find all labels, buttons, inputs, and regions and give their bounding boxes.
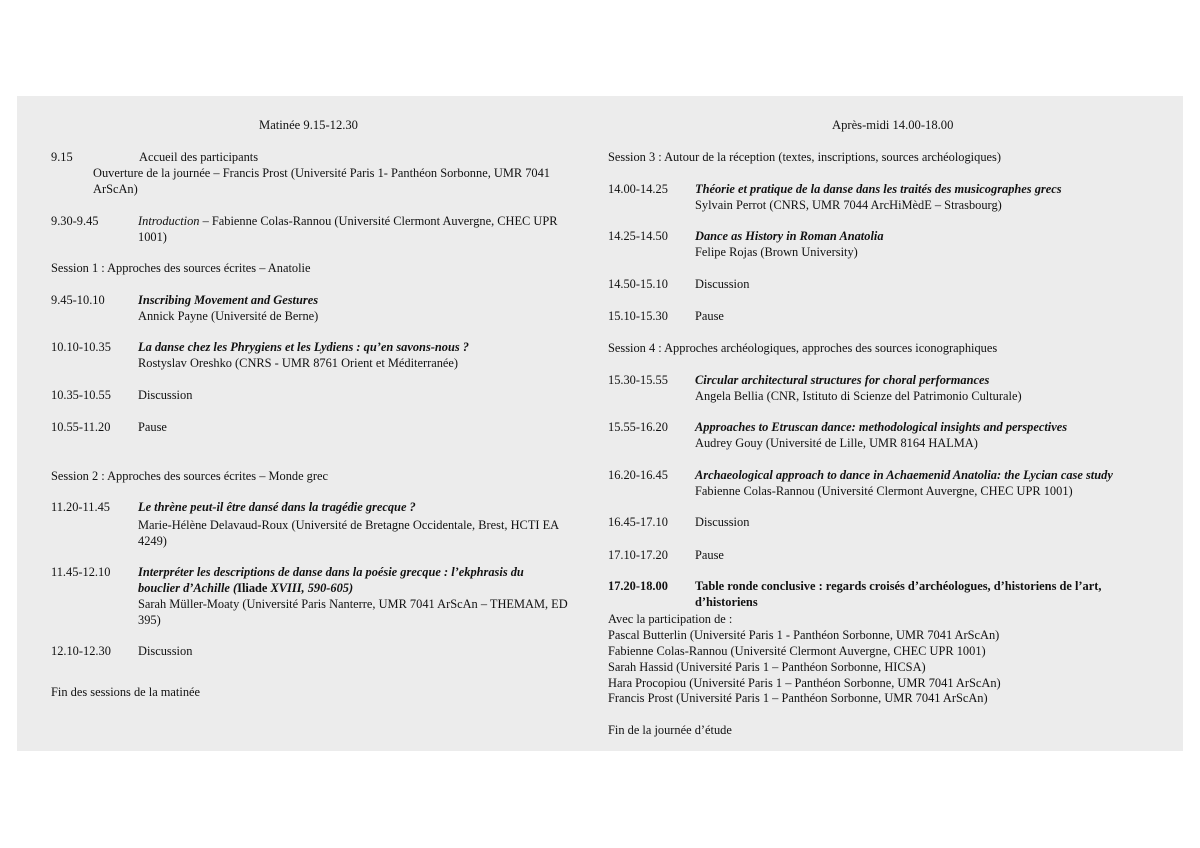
afternoon-heading: Après-midi 14.00-18.00 — [832, 118, 954, 132]
talk-title: Inscribing Movement and Gestures — [138, 293, 319, 307]
talk-title: Dance as History in Roman Anatolia — [695, 229, 884, 243]
participant: Hara Procopiou (Université Paris 1 – Panthéon Sorbonne, UMR 7041 ArScAn) — [608, 676, 1001, 690]
talk-speaker: Marie-Hélène Delavaud-Roux (Université de Bretagne Occidentale, Brest, HCTI EA 4249) — [138, 518, 559, 548]
pause-time: 17.10-17.20 — [608, 548, 668, 562]
session2-title: Session 2 : Approches des sources écrites – Monde grec — [51, 469, 329, 483]
talk-time: 14.25-14.50 — [608, 229, 668, 243]
pause-label: Pause — [138, 420, 167, 434]
talk-title: Circular architectural structures for choral performances — [695, 373, 990, 387]
talk-time: 11.20-11.45 — [51, 500, 110, 514]
participant: Fabienne Colas-Rannou (Université Clermont Auvergne, CHEC UPR 1001) — [608, 644, 986, 658]
opening-line: Ouverture de la journée – Francis Prost (Université Paris 1- Panthéon Sorbonne, UMR 7041 ArScAn) — [93, 166, 550, 196]
talk-time: 15.30-15.55 — [608, 373, 668, 387]
talk-speaker: Audrey Gouy (Université de Lille, UMR 8164 HALMA) — [695, 436, 978, 450]
discussion-label: Discussion — [695, 277, 750, 291]
afternoon-end: Fin de la journée d’étude — [608, 723, 732, 737]
intro-line — [138, 213, 568, 245]
morning-heading: Matinée 9.15-12.30 — [259, 118, 358, 132]
welcome-title: Accueil des participants — [139, 150, 259, 164]
talk-speaker: Rostyslav Oreshko (CNRS - UMR 8761 Orient et Méditerranée) — [138, 356, 459, 370]
talk-speaker: Sylvain Perrot (CNRS, UMR 7044 ArcHiMèdE – Strasbourg) — [695, 198, 1002, 212]
talk-time: 16.20-16.45 — [608, 468, 668, 482]
pause-time: 15.10-15.30 — [608, 309, 668, 323]
discussion-label: Discussion — [695, 515, 750, 529]
discussion-time: 16.45-17.10 — [608, 515, 668, 529]
talk-time: 9.45-10.10 — [51, 293, 105, 307]
discussion-label: Discussion — [138, 644, 193, 658]
talk-title: Archaeological approach to dance in Achaemenid Anatolia: the Lycian case study — [695, 468, 1113, 482]
talk-title: Théorie et pratique de la danse dans les traités des musicographes grecs — [695, 182, 1062, 196]
discussion-label: Discussion — [138, 388, 193, 402]
pause-time: 10.55-11.20 — [51, 420, 111, 434]
session4-title: Session 4 : Approches archéologiques, approches des sources iconographiques — [608, 341, 998, 355]
program-panel — [17, 96, 1183, 751]
talk-title: La danse chez les Phrygiens et les Lydiens : qu’en savons-nous ? — [138, 340, 469, 354]
intro-time: 9.30-9.45 — [51, 214, 99, 228]
talk-title-line2 — [138, 580, 353, 596]
talk-title: Le thrène peut-il être dansé dans la tragédie grecque ? — [138, 500, 416, 514]
intro-title: Introduction — [138, 214, 200, 228]
pause-label: Pause — [695, 548, 724, 562]
talk-title-part: XVIII, 590-605) — [267, 581, 354, 595]
participant: Pascal Butterlin (Université Paris 1 - Panthéon Sorbonne, UMR 7041 ArScAn) — [608, 628, 1000, 642]
roundtable-time: 17.20-18.00 — [608, 579, 668, 593]
talk-time: 14.00-14.25 — [608, 182, 668, 196]
talk-time: 11.45-12.10 — [51, 565, 111, 579]
session1-title: Session 1 : Approches des sources écrites – Anatolie — [51, 261, 311, 275]
talk-speaker: Sarah Müller-Moaty (Université Paris Nanterre, UMR 7041 ArScAn – THEMAM, ED 395) — [138, 597, 568, 627]
talk-time: 15.55-16.20 — [608, 420, 668, 434]
talk-speaker: Fabienne Colas-Rannou (Université Clermont Auvergne, CHEC UPR 1001) — [695, 484, 1073, 498]
roundtable-title: Table ronde conclusive : regards croisés d’archéologues, d’historiens de l’art, d’historiens — [695, 579, 1102, 609]
participation-label: Avec la participation de : — [608, 612, 733, 626]
talk-title-part: Iliade — [237, 581, 268, 595]
talk-title: Interpréter les descriptions de danse dans la poésie grecque : l’ekphrasis du — [138, 565, 524, 579]
discussion-time: 14.50-15.10 — [608, 277, 668, 291]
talk-title: Approaches to Etruscan dance: methodological insights and perspectives — [695, 420, 1068, 434]
discussion-time: 12.10-12.30 — [51, 644, 111, 658]
welcome-time: 9.15 — [51, 150, 73, 164]
talk-title-part: bouclier d’Achille ( — [138, 581, 238, 595]
participant: Sarah Hassid (Université Paris 1 – Panthéon Sorbonne, HICSA) — [608, 660, 926, 674]
talk-speaker: Annick Payne (Université de Berne) — [138, 309, 319, 323]
talk-time: 10.10-10.35 — [51, 340, 111, 354]
participant: Francis Prost (Université Paris 1 – Panthéon Sorbonne, UMR 7041 ArScAn) — [608, 691, 988, 705]
pause-label: Pause — [695, 309, 724, 323]
talk-speaker: Felipe Rojas (Brown University) — [695, 245, 858, 259]
morning-end: Fin des sessions de la matinée — [51, 685, 201, 699]
intro-speaker: – Fabienne Colas-Rannou (Université Clermont Auvergne, CHEC UPR 1001) — [138, 214, 558, 244]
discussion-time: 10.35-10.55 — [51, 388, 111, 402]
talk-speaker: Angela Bellia (CNR, Istituto di Scienze del Patrimonio Culturale) — [695, 389, 1022, 403]
session3-title: Session 3 : Autour de la réception (textes, inscriptions, sources archéologiques) — [608, 150, 1001, 164]
